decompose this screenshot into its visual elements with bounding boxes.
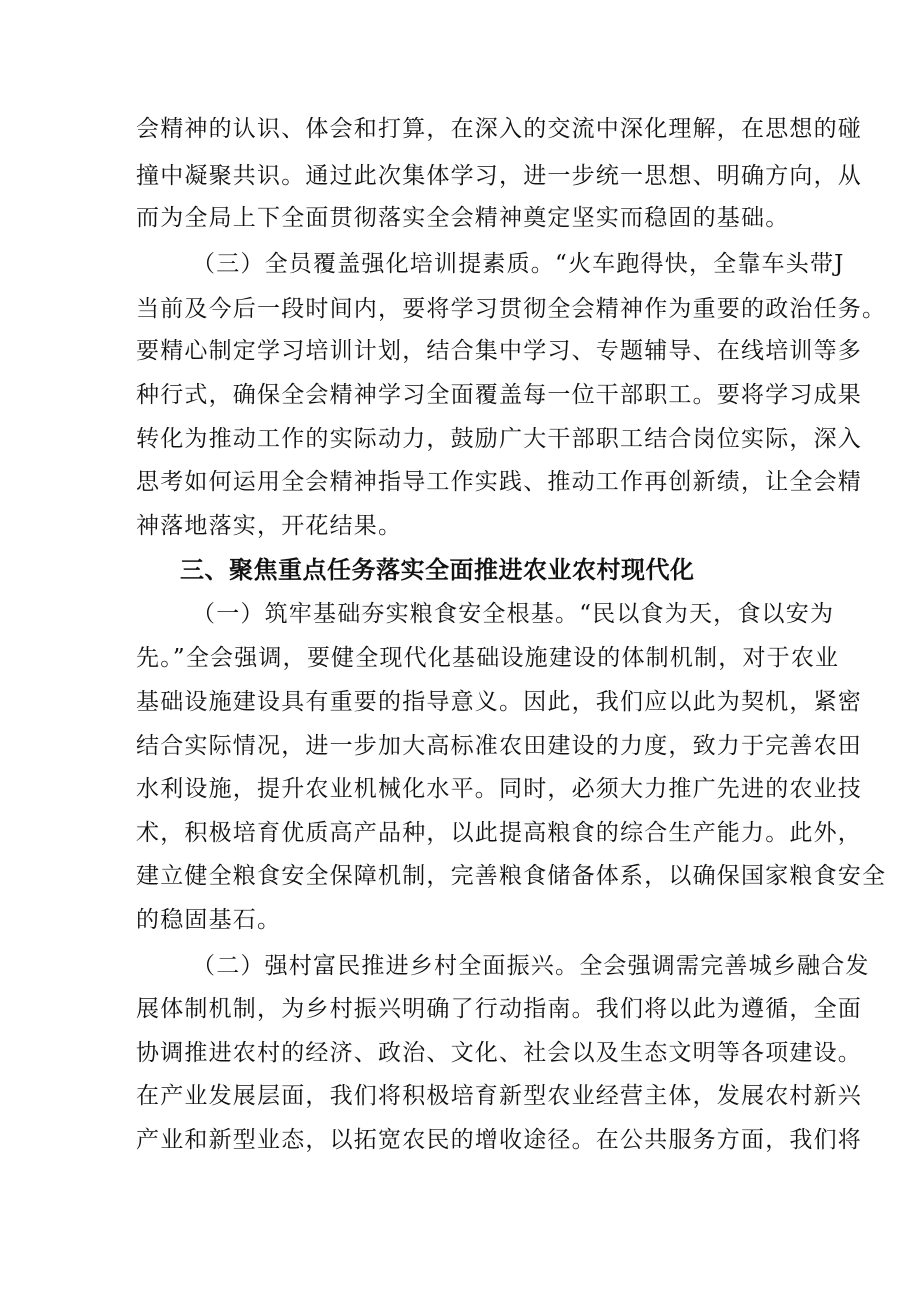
paragraph-line: 转化为推动工作的实际动力，鼓励广大干部职工结合岗位实际，深入 <box>136 426 862 452</box>
paragraph-line: 而为全局上下全面贯彻落实全会精神奠定坚实而稳固的基础。 <box>136 205 790 231</box>
paragraph-line: 的稳固基石。 <box>136 907 282 933</box>
paragraph-line: （一）筑牢基础夯实粮食安全根基。“民以食为天，食以安为 <box>192 601 835 627</box>
paragraph-line: 神落地落实，开花结果。 <box>136 513 403 539</box>
paragraph-line: 协调推进农村的经济、政治、文化、社会以及生态文明等各项建设。 <box>136 1040 862 1066</box>
section-heading: 三、聚焦重点任务落实全面推进农业农村现代化 <box>180 556 695 584</box>
paragraph-line: 结合实际情况，进一步加大高标准农田建设的力度，致力于完善农田 <box>136 733 862 759</box>
paragraph-line: 撞中凝聚共识。通过此次集体学习，进一步统一思想、明确方向，从 <box>136 163 862 189</box>
paragraph-line: 种行式，确保全会精神学习全面覆盖每一位干部职工。要将学习成果 <box>136 382 862 408</box>
paragraph-line: （二）强村富民推进乡村全面振兴。全会强调需完善城乡融合发 <box>192 953 870 979</box>
paragraph-line: 水利设施，提升农业机械化水平。同时，必须大力推广先进的农业技 <box>136 776 862 802</box>
paragraph-line: 基础设施建设具有重要的指导意义。因此，我们应以此为契机，紧密 <box>136 689 862 715</box>
paragraph-line: 术，积极培育优质高产品种，以此提高粮食的综合生产能力。此外， <box>136 820 862 846</box>
paragraph-line: 建立健全粮食安全保障机制，完善粮食储备体系，以确保国家粮食安全 <box>136 863 887 889</box>
paragraph-line: 要精心制定学习培训计划，结合集中学习、专题辅导、在线培训等多 <box>136 338 862 364</box>
paragraph-line: 产业和新型业态，以拓宽农民的增收途径。在公共服务方面，我们将 <box>136 1127 862 1153</box>
paragraph-line: 在产业发展层面，我们将积极培育新型农业经营主体，发展农村新兴 <box>136 1083 862 1109</box>
paragraph-line: 会精神的认识、体会和打算，在深入的交流中深化理解，在思想的碰 <box>136 116 862 142</box>
paragraph-line: 展体制机制，为乡村振兴明确了行动指南。我们将以此为遵循，全面 <box>136 996 862 1022</box>
paragraph-line: 当前及今后一段时间内，要将学习贯彻全会精神作为重要的政治任务。 <box>136 296 887 322</box>
paragraph-line: 思考如何运用全会精神指导工作实践、推动工作再创新绩，让全会精 <box>136 469 862 495</box>
paragraph-line: （三）全员覆盖强化培训提素质。“火车跑得快，全靠车头带J <box>192 251 845 277</box>
paragraph-line: 先。”全会强调，要健全现代化基础设施建设的体制机制，对于农业 <box>136 645 840 671</box>
